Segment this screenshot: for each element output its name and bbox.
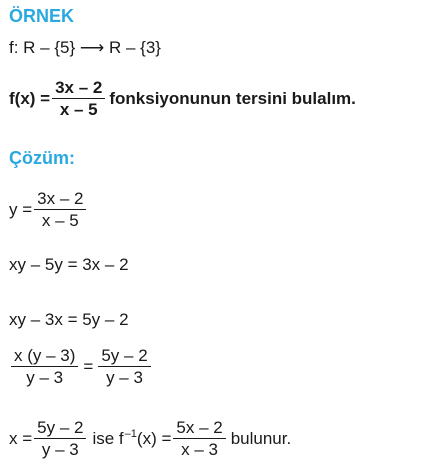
fraction-denominator: x – 5: [59, 100, 98, 119]
example-heading: ÖRNEK: [9, 6, 75, 26]
fraction-denominator: x – 5: [41, 211, 79, 230]
fraction-numerator: 5y – 2: [98, 346, 150, 367]
fraction-denominator: y – 3: [26, 368, 64, 387]
inverse-suffix: (x) =: [136, 428, 172, 448]
problem-fraction: [52, 78, 105, 119]
function-mapping: f: R – {5} ⟶ R – {3}: [9, 38, 161, 57]
fraction-numerator: 5y – 2: [34, 418, 86, 439]
problem-text: fonksiyonunun tersini bulalım.: [109, 88, 356, 108]
solution-step-4: [9, 346, 153, 387]
fraction-denominator: x – 3: [181, 440, 218, 459]
solution-step-1: [9, 189, 88, 230]
fraction-denominator: y – 3: [41, 440, 79, 459]
step5-right-fraction: [173, 418, 225, 459]
problem-statement: [9, 78, 356, 119]
step1-fraction: [34, 189, 86, 230]
problem-lhs: f(x) =: [9, 88, 51, 108]
equals-sign: =: [83, 356, 94, 376]
fraction-numerator: 5x – 2: [173, 418, 225, 439]
step5-left-fraction: [34, 418, 86, 459]
inverse-exponent: –1: [124, 427, 137, 440]
solution-step-3: xy – 3x = 5y – 2: [9, 310, 129, 329]
fraction-numerator: x (y – 3): [11, 346, 78, 367]
solution-heading: Çözüm:: [9, 148, 75, 168]
conclusion-text: bulunur.: [230, 428, 292, 448]
step4-left-fraction: [11, 346, 78, 387]
step4-right-fraction: [98, 346, 150, 387]
solution-step-5: [9, 418, 291, 459]
fraction-denominator: y – 3: [106, 368, 143, 387]
step5-lhs: x =: [9, 428, 33, 448]
inverse-prefix: ise f: [92, 428, 124, 448]
step1-lhs: y =: [9, 199, 33, 219]
solution-step-2: xy – 5y = 3x – 2: [9, 255, 129, 274]
fraction-numerator: 3x – 2: [52, 78, 105, 99]
inverse-label: [92, 429, 171, 449]
fraction-numerator: 3x – 2: [34, 189, 86, 210]
